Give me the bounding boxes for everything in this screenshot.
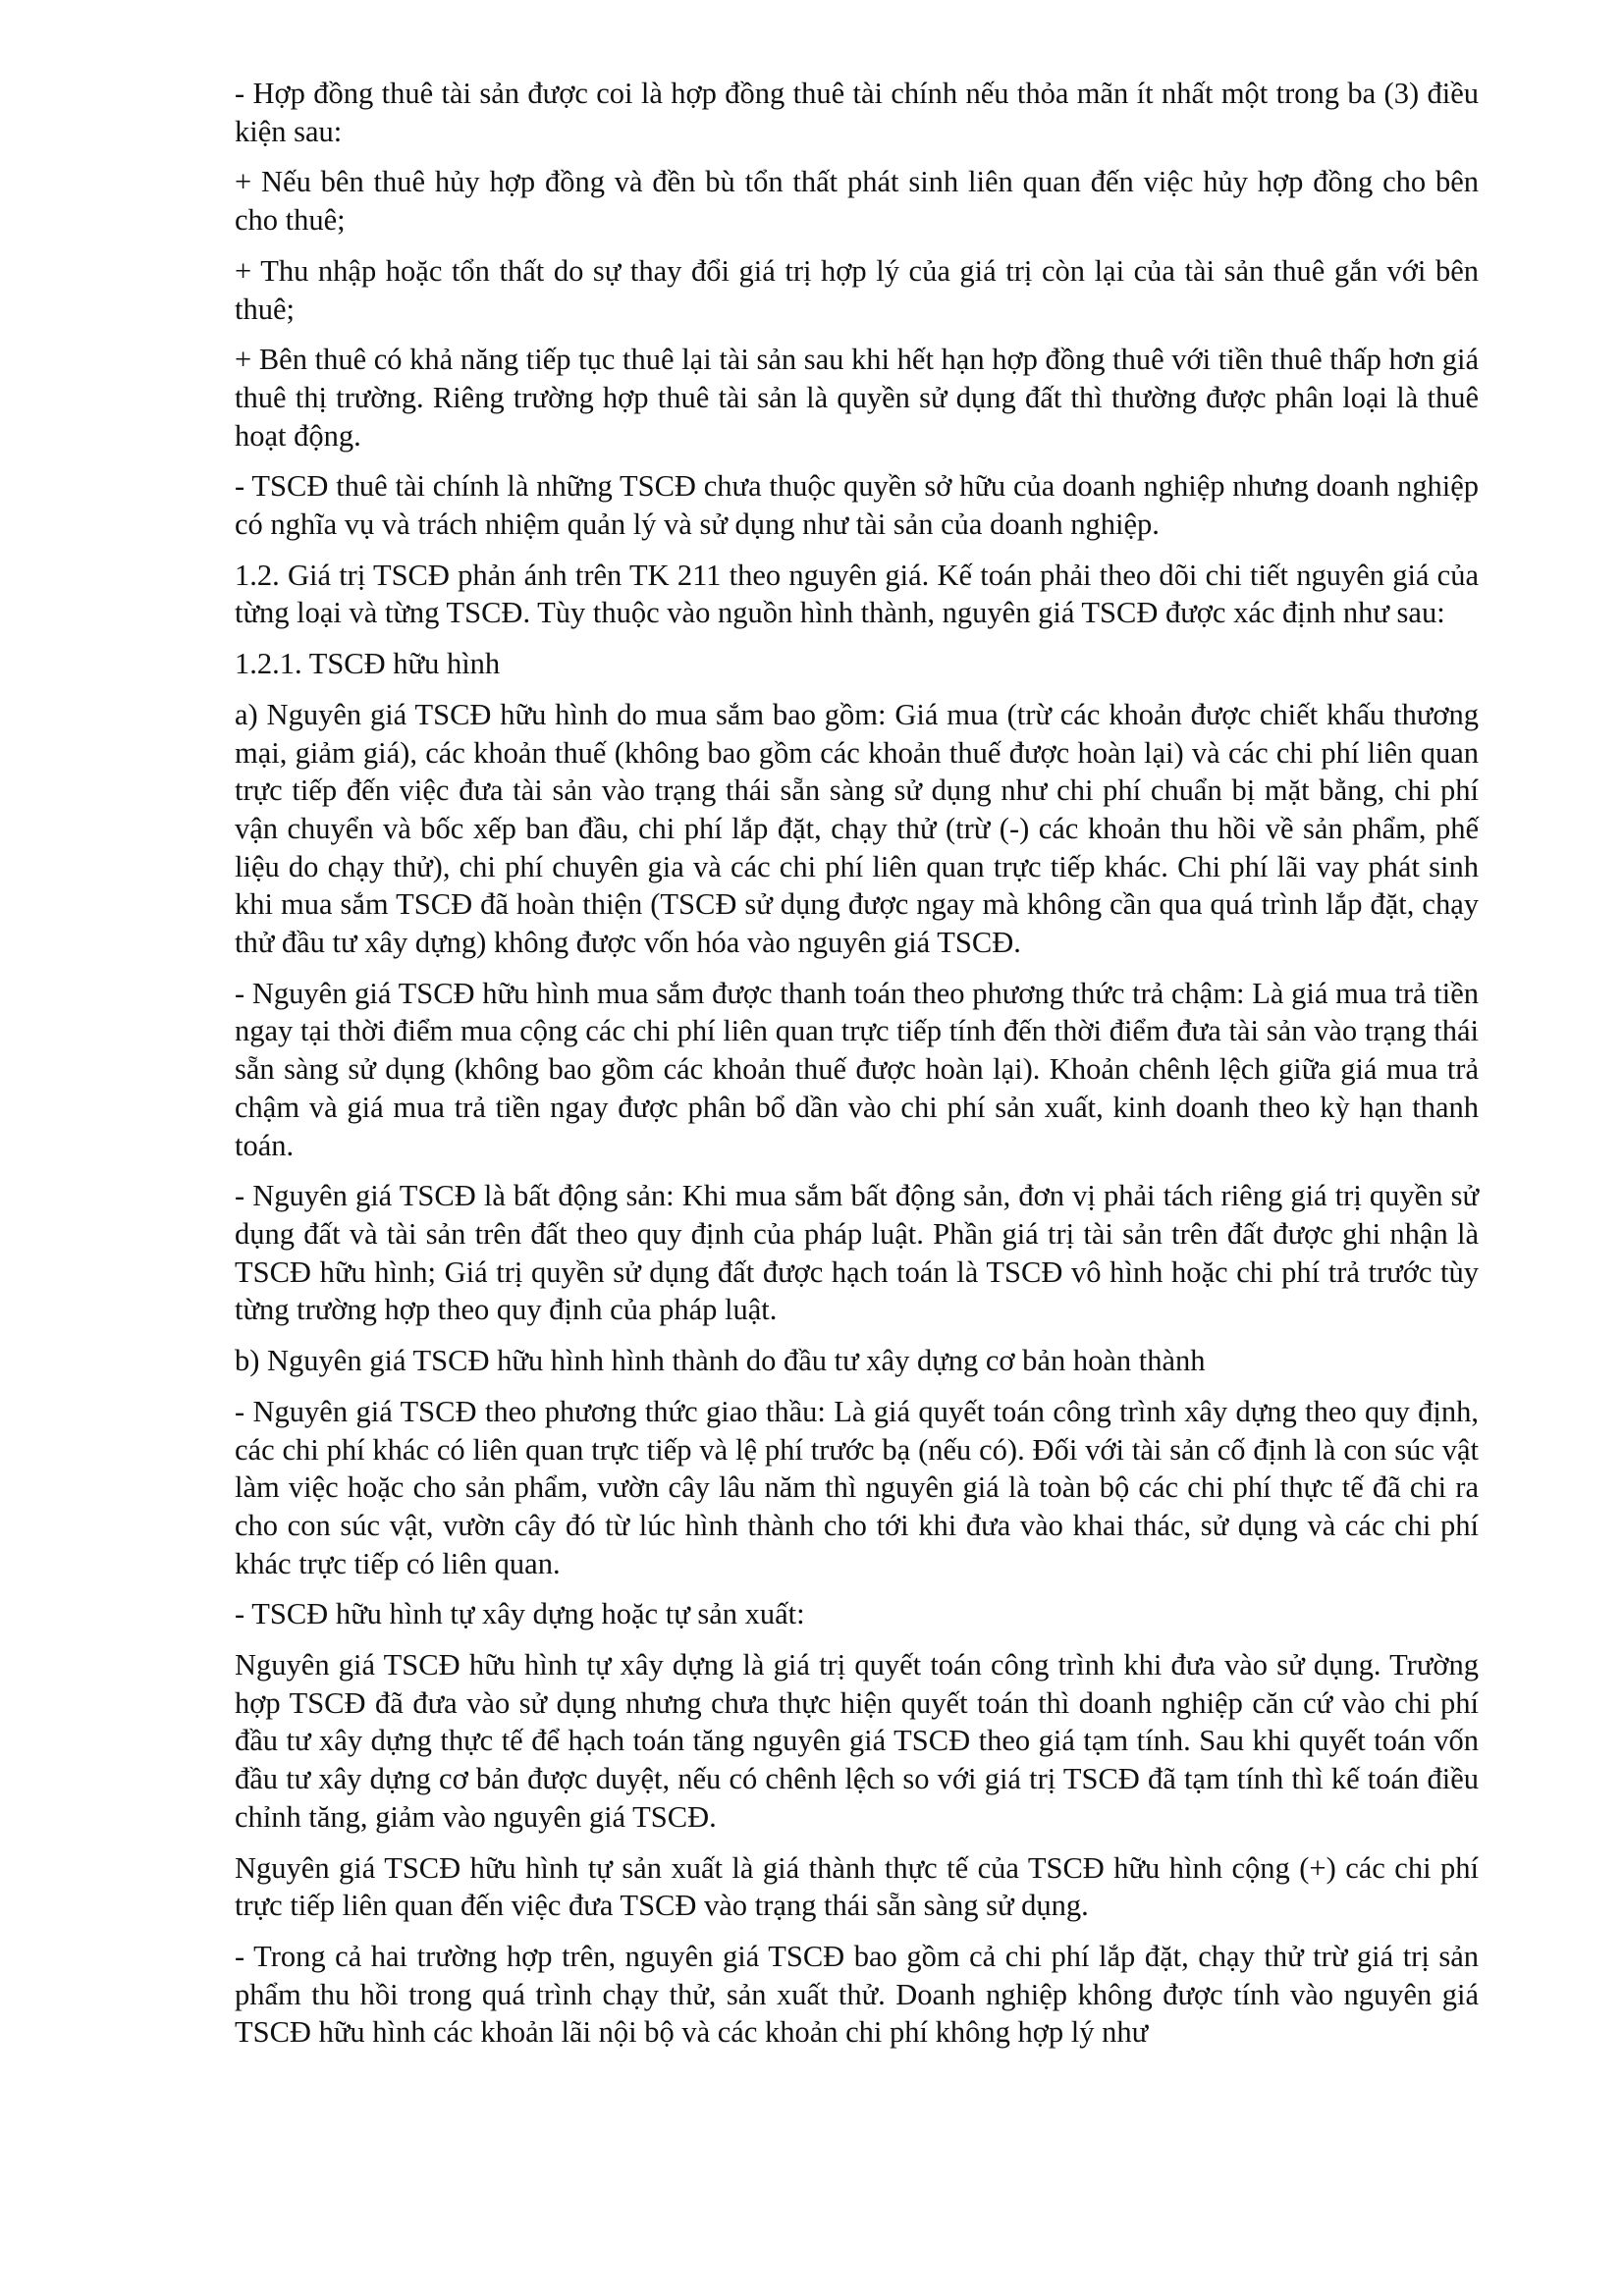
paragraph-lease-conditions-intro: - Hợp đồng thuê tài sản được coi là hợp đồng thuê tài chính nếu thỏa mãn ít nhất một trong ba (3) điều kiện sau: — [235, 77, 1479, 148]
heading-self-constructed: - TSCĐ hữu hình tự xây dựng hoặc tự sản xuất: — [235, 1597, 805, 1631]
paragraph-self-constructed-cost: Nguyên giá TSCĐ hữu hình tự xây dựng là giá trị quyết toán công trình khi đưa vào sử dụng. Trường hợp TSCĐ đã đưa vào sử dụng nhưng chưa thực hiện quyết toán thì doanh nghiệp căn cứ vào chi phí đầu tư xây dựng thực tế để hạch toán tăng nguyên giá TSCĐ theo giá tạm tính. Sau khi quyết toán vốn đầu tư xây dựng cơ bản được duyệt, nếu có chênh lệch so với giá trị TSCĐ đã tạm tính thì kế toán điều chỉnh tăng, giảm vào nguyên giá TSCĐ. — [235, 1648, 1479, 1834]
paragraph-both-cases: - Trong cả hai trường hợp trên, nguyên giá TSCĐ bao gồm cả chi phí lắp đặt, chạy thử trừ giá trị sản phẩm thu hồi trong quá trình chạy thử, sản xuất thử. Doanh nghiệp không được tính vào nguyên giá TSCĐ hữu hình các khoản lãi nội bộ và các khoản chi phí không hợp lý như — [235, 1939, 1479, 2050]
heading-section-1-2-1: 1.2.1. TSCĐ hữu hình — [235, 647, 501, 681]
paragraph-purchase-cost: a) Nguyên giá TSCĐ hữu hình do mua sắm bao gồm: Giá mua (trừ các khoản được chiết khấu thương mại, giảm giá), các khoản thuế (không bao gồm các khoản thuế được hoàn lại) và các chi phí liên quan trực tiếp đến việc đưa tài sản vào trạng thái sẵn sàng sử dụng như chi phí chuẩn bị mặt bằng, chi phí vận chuyển và bốc xếp ban đầu, chi phí lắp đặt, chạy thử (trừ (-) các khoản thu hồi về sản phẩm, phế liệu do chạy thử), chi phí chuyên gia và các chi phí liên quan trực tiếp khác. Chi phí lãi vay phát sinh khi mua sắm TSCĐ đã hoàn thiện (TSCĐ sử dụng được ngay mà không cần qua quá trình lắp đặt, chạy thử đầu tư xây dựng) không được vốn hóa vào nguyên giá TSCĐ. — [235, 697, 1479, 960]
paragraph-self-produced-cost: Nguyên giá TSCĐ hữu hình tự sản xuất là giá thành thực tế của TSCĐ hữu hình cộng (+) các chi phí trực tiếp liên quan đến việc đưa TSCĐ vào trạng thái sẵn sàng sử dụng. — [235, 1850, 1479, 1923]
heading-construction-investment: b) Nguyên giá TSCĐ hữu hình hình thành do đầu tư xây dựng cơ bản hoàn thành — [235, 1344, 1206, 1378]
paragraph-condition-renewal: + Bên thuê có khả năng tiếp tục thuê lại tài sản sau khi hết hạn hợp đồng thuê với tiền thuê thấp hơn giá thuê thị trường. Riêng trường hợp thuê tài sản là quyền sử dụng đất thì thường được phân loại là thuê hoạt động. — [235, 343, 1479, 453]
document-page — [235, 75, 1479, 2052]
paragraph-condition-fair-value: + Thu nhập hoặc tổn thất do sự thay đổi giá trị hợp lý của giá trị còn lại của tài sản thuê gắn với bên thuê; — [235, 253, 1479, 326]
paragraph-deferred-payment: - Nguyên giá TSCĐ hữu hình mua sắm được thanh toán theo phương thức trả chậm: Là giá mua trả tiền ngay tại thời điểm mua cộng các chi phí liên quan trực tiếp tính đến thời điểm đưa tài sản vào trạng thái sẵn sàng sử dụng (không bao gồm các khoản thuế được hoàn lại). Khoản chênh lệch giữa giá mua trả chậm và giá mua trả tiền ngay được phân bổ dần vào chi phí sản xuất, kinh doanh theo kỳ hạn thanh toán. — [235, 976, 1479, 1162]
paragraph-finance-lease-assets: - TSCĐ thuê tài chính là những TSCĐ chưa thuộc quyền sở hữu của doanh nghiệp nhưng doanh nghiệp có nghĩa vụ và trách nhiệm quản lý và sử dụng như tài sản của doanh nghiệp. — [235, 469, 1479, 542]
paragraph-section-1-2: 1.2. Giá trị TSCĐ phản ánh trên TK 211 theo nguyên giá. Kế toán phải theo dõi chi tiết nguyên giá của từng loại và từng TSCĐ. Tùy thuộc vào nguồn hình thành, nguyên giá TSCĐ được xác định như sau: — [235, 558, 1479, 630]
paragraph-real-estate: - Nguyên giá TSCĐ là bất động sản: Khi mua sắm bất động sản, đơn vị phải tách riêng giá trị quyền sử dụng đất và tài sản trên đất theo quy định của pháp luật. Phần giá trị tài sản trên đất được ghi nhận là TSCĐ hữu hình; Giá trị quyền sử dụng đất được hạch toán là TSCĐ vô hình hoặc chi phí trả trước tùy từng trường hợp theo quy định của pháp luật. — [235, 1179, 1479, 1327]
paragraph-contracted-construction: - Nguyên giá TSCĐ theo phương thức giao thầu: Là giá quyết toán công trình xây dựng theo quy định, các chi phí khác có liên quan trực tiếp và lệ phí trước bạ (nếu có). Đối với tài sản cố định là con súc vật làm việc hoặc cho sản phẩm, vườn cây lâu năm thì nguyên giá là toàn bộ các chi phí thực tế đã chi ra cho con súc vật, vườn cây đó từ lúc hình thành cho tới khi đưa vào khai thác, sử dụng và các chi phí khác trực tiếp có liên quan. — [235, 1394, 1479, 1580]
paragraph-condition-cancel: + Nếu bên thuê hủy hợp đồng và đền bù tổn thất phát sinh liên quan đến việc hủy hợp đồng cho bên cho thuê; — [235, 165, 1479, 238]
